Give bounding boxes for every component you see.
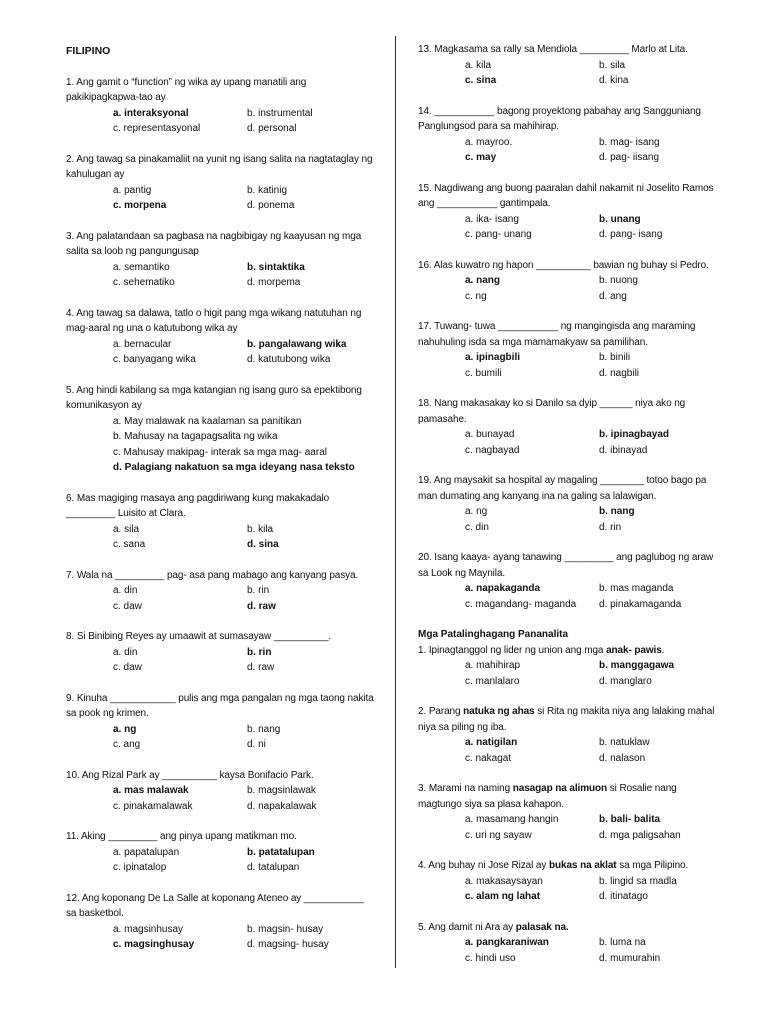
answer-option: c. sina — [465, 75, 497, 86]
answer-option: a. pantig — [113, 184, 152, 196]
answer-option: d. katutubong wika — [247, 354, 331, 365]
idiom-phrase: bukas na aklat — [548, 860, 617, 871]
question-stem: 20. Isang kaaya- ayang tanawing _________ ang paglubog ng araw sa Look ng Maynila. — [418, 552, 714, 579]
answer-option: b. magsinlawak — [247, 785, 316, 796]
question-item — [66, 152, 376, 214]
answer-option: c. may — [465, 152, 497, 163]
answer-option: d. ibinayad — [599, 444, 648, 456]
answer-option: b. manggagawa — [599, 660, 675, 671]
left-question-list — [66, 75, 376, 953]
question-stem: 9. Kinuha ____________ pulis ang mga pangalan ng mga taong nakita sa pook ng krimen. — [66, 692, 374, 719]
question-item — [66, 306, 376, 368]
question-stem: 3. Ang palatandaan sa pagbasa na nagbibigay ng kaayusan ng mga salita sa loob ng pangungusap — [66, 230, 362, 257]
answer-option: c. hindi uso — [465, 952, 516, 964]
answer-option: d. napakalawak — [247, 800, 317, 812]
answer-option: d. pang- isang — [599, 229, 663, 240]
answer-option: d. ang — [599, 290, 627, 302]
answer-options — [66, 260, 376, 291]
answer-option: d. ponema — [247, 200, 295, 211]
answer-option: b. binili — [599, 352, 631, 363]
idiom-stem-text: . — [661, 644, 665, 656]
idiom-stem — [418, 643, 718, 659]
idiom-item — [418, 920, 718, 967]
question-item — [66, 383, 376, 476]
answer-options — [418, 935, 718, 966]
question-stem: 6. Mas magiging masaya ang pagdiriwang kung makakadalo _________ Luisito at Clara. — [66, 492, 330, 519]
answer-options — [418, 212, 718, 243]
question-stem: 13. Magkasama sa rally sa Mendiola _________ Marlo at Lita. — [418, 44, 688, 55]
idiom-stem — [418, 704, 718, 735]
answer-option: b. luma na — [599, 937, 646, 948]
answer-options — [418, 273, 718, 304]
answer-option: b. rin — [247, 646, 272, 658]
idiom-phrase: natuka ng ahas — [463, 706, 535, 717]
answer-option: c. pinakamalawak — [113, 800, 193, 812]
question-stem: 1. Ang gamit o “function” ng wika ay upang manatili ang pakikipagkapwa-tao ay — [66, 76, 307, 103]
answer-option: c. pang- unang — [465, 229, 532, 240]
answer-option: a. mahihirap — [465, 660, 521, 671]
idiom-stem-text: 1. Ipinagtanggol ng lider ng union ang mga — [418, 644, 607, 656]
answer-option: b. instrumental — [247, 107, 313, 119]
idiom-item — [418, 643, 718, 690]
idiom-phrase: anak- pawis — [606, 644, 662, 656]
answer-option: a. ipinagbili — [465, 352, 521, 363]
question-item — [418, 319, 718, 381]
answer-option: b. pangalawang wika — [247, 338, 347, 350]
answer-option: c. ipinatalop — [113, 862, 167, 873]
question-stem: 10. Ang Rizal Park ay __________ kaysa Bonifacio Park. — [66, 769, 314, 781]
answer-option: c. magandang- maganda — [465, 598, 577, 610]
answer-option: a. ika- isang — [465, 213, 519, 225]
idiom-stem — [418, 920, 718, 936]
question-item — [418, 104, 718, 166]
answer-option: a. mayroo. — [465, 136, 513, 148]
answer-option: a. masamang hangin — [465, 814, 559, 825]
answer-option: b. lingid sa madla — [599, 875, 677, 887]
question-item — [66, 568, 376, 615]
answer-option: b. unang — [599, 213, 641, 225]
answer-option: d. mumurahin — [599, 952, 661, 964]
question-item — [418, 258, 718, 305]
column-divider — [395, 36, 396, 968]
answer-option: a. bunayad — [465, 429, 515, 440]
answer-option: b. rin — [247, 585, 270, 596]
question-item — [66, 768, 376, 815]
question-stem: 7. Wala na _________ pag- asa pang mabago ang kanyang pasya. — [66, 569, 359, 581]
answer-option: a. napakaganda — [465, 583, 541, 594]
answer-options — [418, 812, 718, 843]
answer-option: a. interaksyonal — [113, 107, 189, 119]
answer-options — [66, 522, 376, 553]
answer-option: b. katinig — [247, 184, 288, 196]
answer-options — [418, 350, 718, 381]
answer-option: b. nang — [247, 723, 281, 735]
answer-option: a. ng — [465, 506, 488, 517]
question-item — [418, 42, 718, 89]
idiom-stem-text: si Rita ng makita niya ang lalaking mahal niya sa piling ng iba. — [418, 706, 715, 733]
answer-option: d. morpema — [247, 277, 301, 288]
answer-options — [418, 504, 718, 535]
question-item — [66, 829, 376, 876]
question-item — [418, 181, 718, 243]
idiom-stem-text: 3. Marami na naming — [418, 783, 513, 794]
answer-option: d. manglaro — [599, 675, 652, 687]
question-item — [66, 691, 376, 753]
answer-option: b. nuong — [599, 275, 638, 286]
answer-option: d. rin — [599, 521, 622, 533]
idiom-phrase: palasak na. — [515, 921, 569, 933]
answer-options — [418, 658, 718, 689]
answer-option: a. sila — [113, 523, 140, 535]
idiom-stem — [418, 781, 718, 812]
answer-option: d. sina — [247, 539, 279, 550]
question-item — [418, 396, 718, 458]
answer-option: b. patatalupan — [247, 846, 315, 858]
answer-options — [418, 427, 718, 458]
answer-option: a. din — [113, 585, 138, 596]
answer-options — [66, 922, 376, 953]
answer-option: b. ipinagbayad — [599, 429, 670, 440]
answer-option: b. nang — [599, 506, 635, 517]
answer-option: b. Mahusay na tagapagsalita ng wika — [113, 431, 278, 442]
answer-option: c. ang — [113, 739, 141, 750]
answer-options — [66, 337, 376, 368]
answer-option: d. personal — [247, 123, 297, 134]
question-stem: 19. Ang maysakit sa hospital ay magaling ________ totoo bago pa man dumating ang kanyang ina na galing sa lalawigan. — [418, 475, 707, 502]
question-stem: 18. Nang makasakay ko si Danilo sa dyip ______ niya ako ng pamasahe. — [418, 398, 686, 425]
answer-option: d. ni — [247, 739, 266, 750]
answer-option: b. mag- isang — [599, 136, 660, 148]
idiom-question-list — [418, 643, 718, 967]
answer-options — [418, 58, 718, 89]
answer-option: a. natigilan — [465, 737, 518, 748]
answer-option: d. pag- iisang — [599, 152, 660, 163]
answer-option: c. bumili — [465, 367, 502, 379]
answer-option: a. papatalupan — [113, 846, 180, 858]
answer-options — [66, 183, 376, 214]
answer-option: a. pangkaraniwan — [465, 937, 549, 948]
answer-option: d. magsing- husay — [247, 939, 329, 950]
question-item — [66, 491, 376, 553]
idiom-item — [418, 858, 718, 905]
question-item — [66, 75, 376, 137]
answer-option: c. daw — [113, 662, 142, 673]
answer-option: d. mga paligsahan — [599, 829, 681, 841]
answer-option: d. Palagiang nakatuon sa mga ideyang nasa teksto — [113, 462, 355, 473]
answer-option: c. representasyonal — [113, 123, 201, 134]
question-stem: 14. ___________ bagong proyektong pabahay ang Sangguniang Panglungsod para sa mahihirap. — [418, 105, 701, 132]
answer-option: d. tatalupan — [247, 862, 300, 873]
answer-options — [418, 581, 718, 612]
answer-options — [418, 735, 718, 766]
answer-option: b. magsin- husay — [247, 923, 324, 935]
question-item — [66, 229, 376, 291]
idiom-stem-text: 2. Parang — [418, 706, 464, 717]
answer-option: b. sila — [599, 59, 626, 71]
right-column — [418, 42, 718, 981]
answer-options — [66, 583, 376, 614]
answer-option: a. makasaysayan — [465, 875, 543, 887]
answer-option: c. nagbayad — [465, 444, 520, 456]
question-stem: 8. Si Binibing Reyes ay umaawit at sumasayaw __________. — [66, 631, 332, 642]
idiom-phrase: nasagap na alimuon — [512, 783, 608, 794]
question-stem: 12. Ang koponang De La Salle at koponang Ateneo ay ___________ sa basketbol. — [66, 892, 364, 919]
answer-option: b. kila — [247, 523, 274, 535]
page-title: FILIPINO — [66, 45, 111, 57]
question-stem: 11. Aking _________ ang pinya upang matikman mo. — [66, 831, 297, 842]
idiom-item — [418, 781, 718, 843]
answer-option: a. din — [113, 646, 138, 658]
answer-options — [66, 414, 376, 476]
answer-options — [418, 135, 718, 166]
answer-option: c. uri ng sayaw — [465, 829, 532, 841]
answer-option: c. nakagat — [465, 752, 512, 764]
question-stem: 16. Alas kuwatro ng hapon __________ bawian ng buhay si Pedro. — [418, 259, 709, 271]
question-item — [66, 629, 376, 676]
answer-option: c. alam ng lahat — [465, 891, 541, 902]
idiom-stem — [418, 858, 718, 874]
answer-option: a. ng — [113, 723, 137, 735]
answer-option: c. din — [465, 521, 489, 533]
answer-option: b. sintaktika — [247, 261, 305, 273]
answer-option: d. nagbili — [599, 367, 640, 379]
answer-options — [66, 645, 376, 676]
answer-option: c. daw — [113, 600, 142, 612]
answer-options — [66, 722, 376, 753]
answer-option: a. kila — [465, 59, 492, 71]
answer-option: d. raw — [247, 600, 276, 612]
answer-option: b. natuklaw — [599, 737, 650, 748]
answer-option: a. magsinhusay — [113, 923, 184, 935]
answer-options — [66, 845, 376, 876]
answer-option: c. magsinghusay — [113, 939, 195, 950]
answer-option: d. itinatago — [599, 891, 648, 902]
idiom-stem-text: si Rosalie nang magtungo siya sa plasa kahapon. — [418, 783, 677, 810]
left-column — [66, 44, 376, 968]
answer-option: d. pinakamaganda — [599, 598, 682, 610]
question-item — [418, 473, 718, 535]
answer-option: c. banyagang wika — [113, 354, 196, 365]
section-title: Mga Patalinghagang Pananalita — [418, 629, 569, 640]
question-stem: 5. Ang hindi kabilang sa mga katangian ng isang guro sa epektibong komunikasyon ay — [66, 384, 362, 411]
answer-option: a. semantiko — [113, 261, 170, 273]
answer-option: a. bernacular — [113, 338, 172, 350]
answer-options — [66, 783, 376, 814]
answer-options — [66, 106, 376, 137]
question-item — [66, 891, 376, 953]
answer-option: a. May malawak na kaalaman sa panitikan — [113, 415, 302, 427]
question-stem: 15. Nagdiwang ang buong paaralan dahil nakamit ni Joselito Ramos ang ___________ gantimpala. — [418, 182, 714, 209]
answer-option: c. sehematiko — [113, 277, 175, 288]
answer-option: d. nalason — [599, 752, 646, 764]
answer-option: d. raw — [247, 662, 275, 673]
answer-option: d. kina — [599, 75, 629, 86]
idiom-stem-text: sa mga Pilipino. — [616, 860, 689, 871]
answer-option: c. manlalaro — [465, 675, 520, 687]
answer-options — [418, 874, 718, 905]
answer-option: c. ng — [465, 290, 487, 302]
answer-option: a. nang — [465, 275, 501, 286]
answer-option: c. sana — [113, 539, 146, 550]
answer-option: b. mas maganda — [599, 583, 674, 594]
answer-option: b. bali- balita — [599, 814, 661, 825]
question-item — [418, 550, 718, 612]
question-stem: 2. Ang tawag sa pinakamaliit na yunit ng isang salita na nagtataglay ng kahulugan ay — [66, 153, 373, 180]
question-stem: 17. Tuwang- tuwa ___________ ng mangingisda ang maraming nahuhuling isda sa mga mamamakyaw sa pamilihan. — [418, 321, 696, 348]
idiom-stem-text: 5. Ang damit ni Ara ay — [418, 921, 516, 933]
answer-option: c. Mahusay makipag- interak sa mga mag- aaral — [113, 446, 327, 458]
answer-option: a. mas malawak — [113, 785, 189, 796]
question-stem: 4. Ang tawag sa dalawa, tatlo o higit pang mga wikang natutuhan ng mag-aaral ng una o katutubong wika ay — [66, 307, 362, 334]
idiom-stem-text: 4. Ang buhay ni Jose Rizal ay — [418, 860, 549, 871]
answer-option: c. morpena — [113, 200, 167, 211]
idiom-item — [418, 704, 718, 766]
right-question-list — [418, 42, 718, 612]
